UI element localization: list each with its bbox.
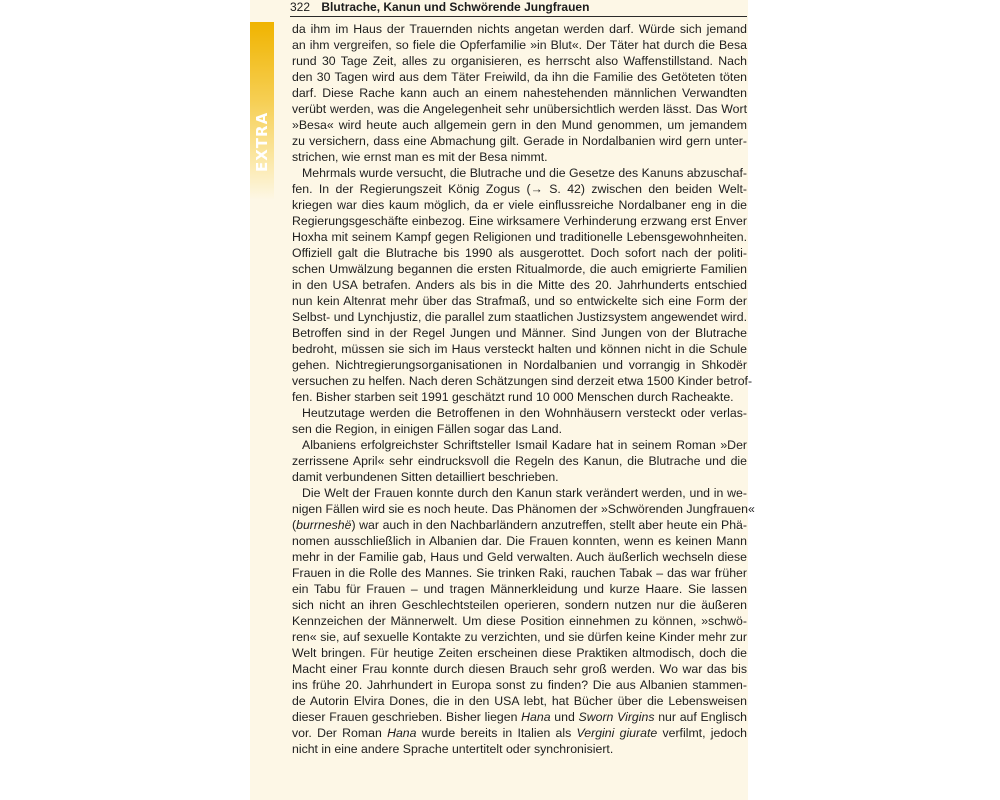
text-line <box>292 533 747 549</box>
text-line <box>292 389 747 405</box>
running-head <box>290 0 747 17</box>
text-line <box>292 485 747 501</box>
text-line <box>292 149 747 165</box>
line-text: mehr in der Familie gab, Haus und Geld verwalten. Auch äußerlich wechseln diese <box>292 550 747 564</box>
line-text: ein Tabu für Frauen – und tragen Männerkleidung und kurze Haare. Sie lassen <box>292 582 747 596</box>
text-line <box>292 453 747 469</box>
line-text: dieser Frauen geschrieben. Bisher liegen <box>292 710 522 724</box>
text-line <box>292 709 747 725</box>
italic-text: burrneshë <box>296 518 352 532</box>
text-line <box>292 309 747 325</box>
line-text: ren« sie, auf sexuelle Kontakte zu verzichten, und sie dürfen keine Kinder mehr zur <box>292 630 747 644</box>
text-line <box>292 101 747 117</box>
italic-text: Hana <box>387 726 417 740</box>
page-title: Blutrache, Kanun und Schwörende Jungfrauen <box>321 0 590 14</box>
line-text: Regierungsgeschäfte einbezog. Eine wirksamere Verhinderung erzwang erst Enver <box>292 214 747 228</box>
extra-tab-label: EXTRA <box>253 111 271 172</box>
line-text: nigen Fällen wird sie es noch heute. Das Phänomen der »Schwörenden Jungfrauen« <box>292 502 755 516</box>
line-text: Selbst- und Lynchjustiz, die parallel zum staatlichen Justizsystem angewendet wird. <box>292 310 747 324</box>
text-line <box>292 165 747 181</box>
line-text: nur auf Englisch <box>654 710 747 724</box>
text-line <box>292 357 747 373</box>
text-line <box>292 261 747 277</box>
text-line <box>292 197 747 213</box>
line-text: nun kein Altenrat mehr über das Strafmaß, und so entwickelte sich eine Form der <box>292 294 747 308</box>
line-text: Frauen in die Rolle des Mannes. Sie trinken Raki, rauchen Tabak – das war früher <box>292 566 747 580</box>
text-line <box>292 565 747 581</box>
text-line <box>292 549 747 565</box>
text-line <box>292 501 755 517</box>
text-line <box>292 85 747 101</box>
line-text: Kennzeichen der Männerwelt. Um diese Position einnehmen zu können, »schwö- <box>292 614 747 628</box>
text-line <box>292 181 747 197</box>
italic-text: Vergini giurate <box>576 726 658 740</box>
extra-side-tab <box>250 22 274 200</box>
line-text: versuchen zu helfen. Nach deren Schätzungen sind derzeit etwa 1500 Kinder betrof- <box>292 374 753 388</box>
line-text: »Besa« wird heute auch allgemein gern in den Mund genommen, um jemandem <box>292 118 747 132</box>
line-text: fen. Bisher starben seit 1991 geschätzt rund 10 000 Menschen durch Racheakte. <box>292 390 734 404</box>
text-line <box>292 373 753 389</box>
line-text: Betroffen sind in der Regel Jungen und Männer. Sind Jungen von der Blutrache <box>292 326 747 340</box>
line-text: ins frühe 20. Jahrhundert in Europa sonst zu finden? Die aus Albanien stammen- <box>292 678 747 692</box>
line-text: Macht einer Frau konnte durch diesen Brauch sehr groß werden. Wo war das bis <box>292 662 747 676</box>
line-text: Heutzutage werden die Betroffenen in den Wohnhäusern versteckt oder verlas- <box>302 406 747 420</box>
line-text: nicht in eine andere Sprache untertitelt oder synchronisiert. <box>292 742 614 756</box>
line-text: den 30 Tagen wird aus dem Täter Freiwild, da ihn die Familie des Getöteten töten <box>292 70 747 84</box>
text-line <box>292 117 747 133</box>
text-line <box>292 725 747 741</box>
line-text: Welt bringen. Für heutige Zeiten erscheinen diese Praktiken altmodisch, doch die <box>292 646 747 660</box>
line-text: fen. In der Regierungszeit König Zogus (→ S. 42) zwischen den beiden Welt- <box>292 182 747 196</box>
line-text: Offiziell galt die Blutrache bis 1990 als ausgerottet. Doch sofort nach der politi- <box>292 246 747 260</box>
text-line <box>292 293 747 309</box>
line-text: an ihm vergreifen, so fiele die Opferfamilie »in Blut«. Der Täter hat durch die Besa <box>292 38 747 52</box>
line-text: zerrissene April« sehr eindrucksvoll die Regeln des Kanun, die Blutrache und die <box>292 454 747 468</box>
line-text: Hoxha mit seinem Kampf gegen Religionen und traditionelle Lebensgewohnheiten. <box>292 230 747 244</box>
line-text: bedroht, müssen sie sich im Haus versteckt halten und können nicht in die Schule <box>292 342 747 356</box>
italic-text: Hana <box>521 710 551 724</box>
line-text: rund 30 Tage Zeit, alles zu organisieren, es herrscht also Waffenstillstand. Nach <box>292 54 747 68</box>
text-line <box>292 661 747 677</box>
text-line <box>292 645 747 661</box>
text-line <box>292 469 747 485</box>
text-line <box>292 629 747 645</box>
text-line <box>292 53 747 69</box>
text-line <box>292 517 747 533</box>
line-text: kriegen war dies kaum möglich, da er viele einflussreiche Nordalbaner eng in die <box>292 198 747 212</box>
line-text: verfilmt, jedoch <box>657 726 748 740</box>
text-line <box>292 245 747 261</box>
line-text: strichen, wie ernst man es mit der Besa nimmt. <box>292 150 548 164</box>
text-line <box>292 613 747 629</box>
line-text: da ihm im Haus der Trauernden nichts angetan werden darf. Würde sich jemand <box>292 22 747 36</box>
book-page <box>250 0 755 800</box>
text-line <box>292 229 747 245</box>
text-line <box>292 277 747 293</box>
line-text: Mehrmals wurde versucht, die Blutrache und die Gesetze des Kanuns abzuschaf- <box>302 166 747 180</box>
line-text: ) war auch in den Nachbarländern anzutreffen, stellt aber heute ein Phä- <box>351 518 747 532</box>
line-text: damit verbundenen Sitten detailliert beschrieben. <box>292 470 559 484</box>
line-text: zu versichern, dass eine Abmachung gilt. Gerade in Nordalbanien wird gern unter- <box>292 134 747 148</box>
line-text: gehen. Nichtregierungsorganisationen in Nordalbanien und vorrangig in Shkodër <box>292 358 747 372</box>
text-line <box>292 677 747 693</box>
text-line <box>292 693 747 709</box>
line-text: und <box>550 710 579 724</box>
line-text: wurde bereits in Italien als <box>416 726 577 740</box>
line-text: sen die Region, in einigen Fällen sogar das Land. <box>292 422 563 436</box>
text-line <box>292 69 747 85</box>
text-line <box>292 341 747 357</box>
line-text: vor. Der Roman <box>292 726 388 740</box>
italic-text: Sworn Virgins <box>578 710 655 724</box>
text-line <box>292 133 747 149</box>
line-text: darf. Diese Rache kann auch an einem nahestehenden männlichen Verwandten <box>292 86 747 100</box>
line-text: de Autorin Elvira Dones, die in den USA lebt, hat Bücher über die Lebensweisen <box>292 694 747 708</box>
text-line <box>292 21 747 37</box>
text-line <box>292 37 747 53</box>
line-text: in den USA betrafen. Anders als bis in die Mitte des 20. Jahrhunderts entschied <box>292 278 747 292</box>
text-line <box>292 581 747 597</box>
text-line <box>292 741 747 757</box>
page-number: 322 <box>290 0 311 14</box>
line-text: Albaniens erfolgreichster Schriftsteller Ismail Kadare hat in seinem Roman »Der <box>302 438 747 452</box>
text-line <box>292 405 747 421</box>
text-line <box>292 437 747 453</box>
text-line <box>292 325 747 341</box>
text-line <box>292 597 747 613</box>
line-text: sich nicht an ihren Geschlechtsteilen operieren, sondern nutzen nur die äußeren <box>292 598 747 612</box>
line-text: Die Welt der Frauen konnte durch den Kanun stark verändert werden, und in we- <box>302 486 747 500</box>
body-text <box>292 21 755 757</box>
line-text: ( <box>292 518 297 532</box>
text-line <box>292 421 747 437</box>
line-text: verübt werden, was die Angelegenheit sehr unübersichtlich werden lässt. Das Wort <box>292 102 747 116</box>
line-text: schen Umwälzung begannen die ersten Ritualmorde, die auch emigrierte Familien <box>292 262 747 276</box>
line-text: nomen ausschließlich in Albanien dar. Die Frauen konnten, wenn es keinen Mann <box>292 534 747 548</box>
text-line <box>292 213 747 229</box>
